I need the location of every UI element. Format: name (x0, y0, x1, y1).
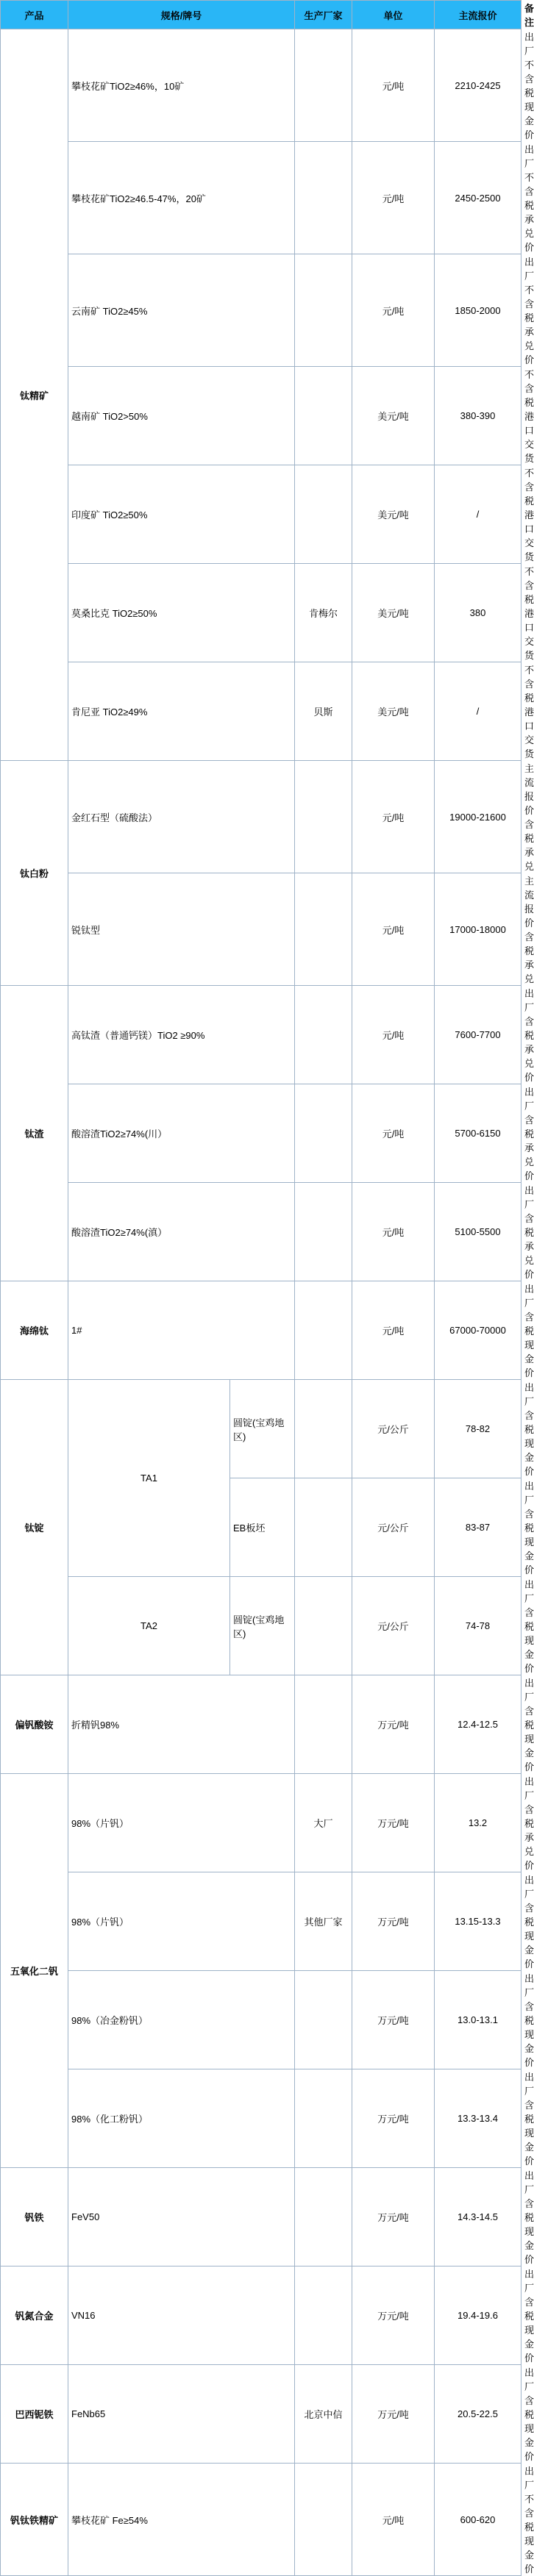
table-header (1, 1, 534, 29)
spec-cell: VN16 (68, 2266, 295, 2365)
unit-cell: 元/吨 (352, 873, 435, 986)
table-row: 偏钒酸铵 折精钒98% 万元/吨 12.4-12.5 出厂含税现金价 (1, 1675, 521, 1774)
spec-cell: 印度矿 TiO2≥50% (68, 465, 295, 564)
price-cell: 13.2 (435, 1774, 521, 1872)
spec-cell: FeV50 (68, 2168, 295, 2266)
product-category-cell: 海绵钛 (1, 1281, 68, 1380)
table-row: TA2 圆锭(宝鸡地区) 元/公斤 74-78 出厂含税现金价 (1, 1577, 521, 1675)
table-row: 98%（化工粉钒） 万元/吨 13.3-13.4 出厂含税现金价 (1, 2069, 521, 2168)
table-row: 钒氮合金 VN16 万元/吨 19.4-19.6 出厂含税现金价 (1, 2266, 521, 2365)
spec-cell: 锐钛型 (68, 873, 295, 986)
unit-cell: 万元/吨 (352, 1971, 435, 2069)
manufacturer-cell (295, 1281, 352, 1380)
product-category-cell: 巴西铌铁 (1, 2365, 68, 2464)
unit-cell: 万元/吨 (352, 2168, 435, 2266)
manufacturer-cell (295, 986, 352, 1084)
price-cell: 13.3-13.4 (435, 2069, 521, 2168)
table-row: 酸溶渣TiO2≥74%(川） 元/吨 5700-6150 出厂含税承兑价 (1, 1084, 521, 1183)
manufacturer-cell: 肯梅尔 (295, 564, 352, 662)
price-cell: 17000-18000 (435, 873, 521, 986)
price-cell: 78-82 (435, 1380, 521, 1478)
unit-cell: 万元/吨 (352, 2069, 435, 2168)
product-category-cell: 钛白粉 (1, 761, 68, 986)
unit-cell: 元/吨 (352, 761, 435, 873)
price-cell: / (435, 465, 521, 564)
table-row: 酸溶渣TiO2≥74%(滇） 元/吨 5100-5500 出厂含税承兑价 (1, 1183, 521, 1281)
manufacturer-cell: 大厂 (295, 1774, 352, 1872)
unit-cell: 元/吨 (352, 29, 435, 142)
spec-cell: EB板坯 (230, 1478, 295, 1577)
manufacturer-cell: 其他厂家 (295, 1872, 352, 1971)
table-row: 钛锭 TA1 圆锭(宝鸡地区) 元/公斤 78-82 出厂含税现金价 (1, 1380, 521, 1478)
header-cell-spec: 规格/牌号 (68, 1, 295, 29)
unit-cell: 元/公斤 (352, 1577, 435, 1675)
table-row: 云南矿 TiO2≥45% 元/吨 1850-2000 出厂不含税承兑价 (1, 254, 521, 367)
unit-cell: 万元/吨 (352, 1774, 435, 1872)
spec-cell: 肯尼亚 TiO2≥49% (68, 662, 295, 761)
header-cell-product: 产品 (1, 1, 68, 29)
product-category-cell: 钛锭 (1, 1380, 68, 1675)
spec-cell: 折精钒98% (68, 1675, 295, 1774)
spec-cell: 圆锭(宝鸡地区) (230, 1380, 295, 1478)
header-row: 产品 规格/牌号 生产厂家 单位 主流报价 备注 (1, 1, 521, 29)
price-cell: 13.15-13.3 (435, 1872, 521, 1971)
manufacturer-cell (295, 254, 352, 367)
price-cell: 12.4-12.5 (435, 1675, 521, 1774)
unit-cell: 元/吨 (352, 986, 435, 1084)
unit-cell: 万元/吨 (352, 1872, 435, 1971)
unit-cell: 万元/吨 (352, 2365, 435, 2464)
manufacturer-cell (295, 1971, 352, 2069)
price-cell: 380 (435, 564, 521, 662)
price-cell: 19.4-19.6 (435, 2266, 521, 2365)
manufacturer-cell (295, 2168, 352, 2266)
table-row: 98%（片钒） 其他厂家 万元/吨 13.15-13.3 出厂含税现金价 (1, 1872, 521, 1971)
price-cell: 5100-5500 (435, 1183, 521, 1281)
product-category-cell: 五氧化二钒 (1, 1774, 68, 2168)
manufacturer-cell (295, 2069, 352, 2168)
table-row: 钒钛铁精矿 攀枝花矿 Fe≥54% 元/吨 600-620 出厂不含税现金价 (1, 2464, 521, 2576)
unit-cell: 美元/吨 (352, 465, 435, 564)
manufacturer-cell (295, 1084, 352, 1183)
table-row: 钛精矿 攀枝花矿TiO2≥46%，10矿 元/吨 2210-2425 出厂不含税现金价 (1, 29, 521, 142)
price-cell: 83-87 (435, 1478, 521, 1577)
table-row: 肯尼亚 TiO2≥49% 贝斯 美元/吨 / 不含税港口交货 (1, 662, 521, 761)
price-cell: 380-390 (435, 367, 521, 465)
table-row: 钛渣 高钛渣（普通钙镁）TiO2 ≥90% 元/吨 7600-7700 出厂含税承兑价 (1, 986, 521, 1084)
table-row: 越南矿 TiO2>50% 美元/吨 380-390 不含税港口交货 (1, 367, 521, 465)
product-category-cell: 钒铁 (1, 2168, 68, 2266)
manufacturer-cell (295, 873, 352, 986)
unit-cell: 元/吨 (352, 1183, 435, 1281)
unit-cell: 美元/吨 (352, 564, 435, 662)
unit-cell: 元/公斤 (352, 1380, 435, 1478)
spec-cell: 98%（片钒） (68, 1774, 295, 1872)
price-cell: 13.0-13.1 (435, 1971, 521, 2069)
grade-cell: TA1 (68, 1380, 230, 1577)
spec-cell: 酸溶渣TiO2≥74%(滇） (68, 1183, 295, 1281)
price-cell: 5700-6150 (435, 1084, 521, 1183)
price-cell: 19000-21600 (435, 761, 521, 873)
unit-cell: 元/吨 (352, 1281, 435, 1380)
product-category-cell: 钒氮合金 (1, 2266, 68, 2365)
price-cell: 7600-7700 (435, 986, 521, 1084)
price-cell: 2450-2500 (435, 142, 521, 254)
product-category-cell: 偏钒酸铵 (1, 1675, 68, 1774)
spec-cell: 攀枝花矿TiO2≥46%，10矿 (68, 29, 295, 142)
spec-cell: 1# (68, 1281, 295, 1380)
spec-cell: FeNb65 (68, 2365, 295, 2464)
grade-cell: TA2 (68, 1577, 230, 1675)
header-cell-manufacturer: 生产厂家 (295, 1, 352, 29)
price-cell: 20.5-22.5 (435, 2365, 521, 2464)
manufacturer-cell (295, 1675, 352, 1774)
manufacturer-cell: 北京中信 (295, 2365, 352, 2464)
unit-cell: 美元/吨 (352, 662, 435, 761)
manufacturer-cell (295, 1380, 352, 1478)
table-body (1, 29, 534, 2576)
table-row: 钛白粉 金红石型（硫酸法） 元/吨 19000-21600 主流报价含税承兑 (1, 761, 521, 873)
spec-cell: 攀枝花矿TiO2≥46.5-47%，20矿 (68, 142, 295, 254)
price-cell: 14.3-14.5 (435, 2168, 521, 2266)
manufacturer-cell (295, 29, 352, 142)
price-cell: 67000-70000 (435, 1281, 521, 1380)
product-category-cell: 钛精矿 (1, 29, 68, 761)
manufacturer-cell (295, 1577, 352, 1675)
price-cell: 74-78 (435, 1577, 521, 1675)
spec-cell: 越南矿 TiO2>50% (68, 367, 295, 465)
unit-cell: 元/公斤 (352, 1478, 435, 1577)
unit-cell: 万元/吨 (352, 2266, 435, 2365)
spec-cell: 莫桑比克 TiO2≥50% (68, 564, 295, 662)
manufacturer-cell (295, 2464, 352, 2576)
unit-cell: 元/吨 (352, 254, 435, 367)
table-row: 海绵钛 1# 元/吨 67000-70000 出厂含税现金价 (1, 1281, 521, 1380)
table-row: 钒铁 FeV50 万元/吨 14.3-14.5 出厂含税现金价 (1, 2168, 521, 2266)
unit-cell: 元/吨 (352, 142, 435, 254)
manufacturer-cell (295, 1478, 352, 1577)
table-row: EB板坯 元/公斤 83-87 出厂含税现金价 (1, 1478, 521, 1577)
manufacturer-cell (295, 2266, 352, 2365)
manufacturer-cell: 贝斯 (295, 662, 352, 761)
table-row: 98%（冶金粉钒） 万元/吨 13.0-13.1 出厂含税现金价 (1, 1971, 521, 2069)
table-row: 印度矿 TiO2≥50% 美元/吨 / 不含税港口交货 (1, 465, 521, 564)
header-cell-price: 主流报价 (435, 1, 521, 29)
spec-cell: 98%（冶金粉钒） (68, 1971, 295, 2069)
manufacturer-cell (295, 761, 352, 873)
product-category-cell: 钛渣 (1, 986, 68, 1281)
header-cell-unit: 单位 (352, 1, 435, 29)
table-row: 锐钛型 元/吨 17000-18000 主流报价含税承兑 (1, 873, 521, 986)
spec-cell: 高钛渣（普通钙镁）TiO2 ≥90% (68, 986, 295, 1084)
manufacturer-cell (295, 367, 352, 465)
unit-cell: 美元/吨 (352, 367, 435, 465)
unit-cell: 万元/吨 (352, 1675, 435, 1774)
spec-cell: 金红石型（硫酸法） (68, 761, 295, 873)
price-cell: / (435, 662, 521, 761)
product-category-cell: 钒钛铁精矿 (1, 2464, 68, 2576)
price-cell: 1850-2000 (435, 254, 521, 367)
manufacturer-cell (295, 465, 352, 564)
spec-cell: 98%（化工粉钒） (68, 2069, 295, 2168)
table-row: 攀枝花矿TiO2≥46.5-47%，20矿 元/吨 2450-2500 出厂不含税承兑价 (1, 142, 521, 254)
spec-cell: 攀枝花矿 Fe≥54% (68, 2464, 295, 2576)
unit-cell: 元/吨 (352, 1084, 435, 1183)
unit-cell: 元/吨 (352, 2464, 435, 2576)
spec-cell: 圆锭(宝鸡地区) (230, 1577, 295, 1675)
table-row: 莫桑比克 TiO2≥50% 肯梅尔 美元/吨 380 不含税港口交货 (1, 564, 521, 662)
price-cell: 2210-2425 (435, 29, 521, 142)
spec-cell: 酸溶渣TiO2≥74%(川） (68, 1084, 295, 1183)
manufacturer-cell (295, 142, 352, 254)
table-row: 五氧化二钒 98%（片钒） 大厂 万元/吨 13.2 出厂含税承兑价 (1, 1774, 521, 1872)
manufacturer-cell (295, 1183, 352, 1281)
table-row: 巴西铌铁 FeNb65 北京中信 万元/吨 20.5-22.5 出厂含税现金价 (1, 2365, 521, 2464)
spec-cell: 98%（片钒） (68, 1872, 295, 1971)
price-cell: 600-620 (435, 2464, 521, 2576)
spec-cell: 云南矿 TiO2≥45% (68, 254, 295, 367)
